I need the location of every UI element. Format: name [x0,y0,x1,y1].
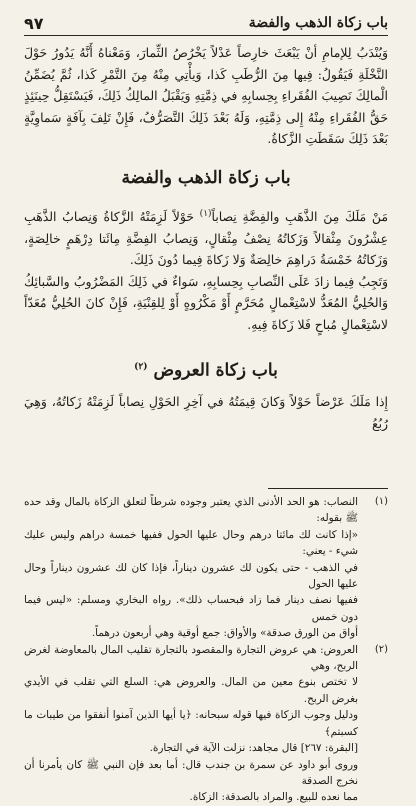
paragraph-nisab-rest: حَوْلاً لَزِمَتْهُ الزَّكاةُ وَنِصابُ الذَّهَبِ عِشْرُونَ مِثْقالاً وَزَكاتُهُ نِصْفُ مِثْقالٍ، وَنِصابُ الفِضَّةِ مِائَتا دِرْهَمٍ خالِصَةٍ، وَزَكاتُهُ خَمْسَةُ دَراهِمَ خالِصَةٌ وَلا زَكاةَ فِيما دُونَ ذَلِكَ. [24,209,388,268]
footnote-marker: (١) [374,496,388,507]
footnote-line [24,494,388,527]
paragraph-kharis: وَيُنْدَبُ لِلإمامِ أنْ يَبْعَثَ خارِصاً عَدْلاً يَخْرُصُ الثِّمارَ، وَمَعْناهُ أَنَّهُ يَدُورُ حَوْلَ النَّخْلَةِ فَيَقُولُ: فِيها مِنَ الرُّطَبِ كَذا، وَيأْتِي مِنْهُ مِنَ التَّمْرِ كَذا، ثُمَّ يُضَمِّنُ الْمالِكَ نَصِيبَ الفُقَراءِ بِحِسابِهِ في ذِمَّتِهِ وَيَقْبَلُ المالِكُ ذَلِكَ، فَيَسْتَقِلُّ حِينَئِذٍ حَقُّ الفُقَراءِ مِنْهُ إِلى ذِمَّتِهِ، وَلَهُ بَعْدَ ذَلِكَ التَّصَرُّفُ، فَإِنْ تَلِفَ بِآفَةٍ سَماوِيَّةٍ بَعْدَ ذَلِكَ سَقَطَتِ الزَّكاةُ. [24,45,388,147]
paragraph-nisab [24,204,388,271]
footnote-separator [268,488,388,489]
running-header [24,12,388,34]
footnote-ref-1[interactable]: (١) [199,208,212,219]
page-number: ٩٧ [24,13,44,33]
running-title: باب زكاة الذهب والفضة [248,15,388,31]
paragraph-nisab-start: مَنْ مَلَكَ مِنَ الذَّهَبِ والفِضَّةِ نِصاباً [211,209,388,225]
section-title-urud [24,356,388,382]
header-rule [24,35,388,36]
footnote-text: العروض: هي عروض التجارة والمقصود بالتجارة تقليب المال بالمعاوضة لغرض الربح، وهي [24,643,358,673]
footnote-text: لا تختص بنوع معين من المال. والعروض هي: السلع التي تقلب في الأيدي بغرض الربح. [24,676,358,705]
footnote-text: النصاب: هو الحد الأدنى الذي يعتبر وجوده شرطاً لتعلق الزكاة بالمال وقد حده ﷺ بقوله: [24,496,358,525]
footnote-text: مما نعده للبيع. والمراد بالصدقة: الزكاة. [189,791,358,804]
footnote-2 [24,642,388,806]
footnote-marker: (٢) [374,643,388,655]
footnotes [24,494,388,806]
footnote-text: أواق من الورق صدقة» والأواق: جمع أوقية وهي أربعون درهماً. [91,627,358,640]
footnote-line [24,642,388,675]
section-title-gold-silver: باب زكاة الذهب والفضة [121,167,291,188]
footnote-text: وروى أبو داود عن سمرة بن جندب قال: أما بعد فإن النبي ﷺ كان يأمرنا أن نخرج الصدقة [24,758,358,787]
footnote-1 [24,494,388,642]
main-text [24,42,388,435]
paragraph-urud: إِذا مَلَكَ عَرْضاً حَوْلاً وَكانَ قِيمَتُهُ في آخِرِ الحَوْلِ نِصاباً لَزِمَتْهُ زَكاتُهُ، وَهِيَ رُبُعُ [24,394,388,431]
paragraph-excess: وَتَجِبُ فِيما زادَ عَلَى النِّصابِ بِحِسابِهِ، سَواءٌ في ذَلِكَ المَضْرُوبُ والسَّبائِكُ وَالحُلِيُّ المُعَدُّ لاسْتِعْمالٍ مُحَرَّمٍ أَوْ مَكْرُوهٍ أَوْ لِلقِنْيَةِ، فَإِنْ كانَ الحُلِيُّ مُعَدّاً لاسْتِعْمالٍ مُباحٍ فَلا زَكاةَ فِيهِ. [24,273,388,333]
footnote-text: ففيها نصف دينار فما زاد فبحساب ذلك». رواه البخاري ومسلم: «ليس فيما دون خمس [24,594,358,623]
footnote-text: [البقرة: ٢٦٧] قال مجاهد: نزلت الآية في التجارة. [149,742,358,755]
footnote-ref-2[interactable]: (٢) [134,361,148,372]
section-title-urud-text: باب زكاة العروض [153,360,278,381]
footnote-text: ودليل وجوب الزكاة فيها قوله سبحانه: ﴿يا أيها الذين آمنوا أنفقوا من طيبات ما كسبتم﴾ [24,709,358,738]
footnote-text: في الذهب - حتى يكون لك عشرون ديناراً، فإذا كان لك عشرون ديناراً وحال عليها الحول [24,561,358,591]
footnote-text: «إذا كانت لك مائتا درهم وحال عليها الحول ففيها خمسة دراهم وليس عليك شيء - يعني: [24,528,358,558]
